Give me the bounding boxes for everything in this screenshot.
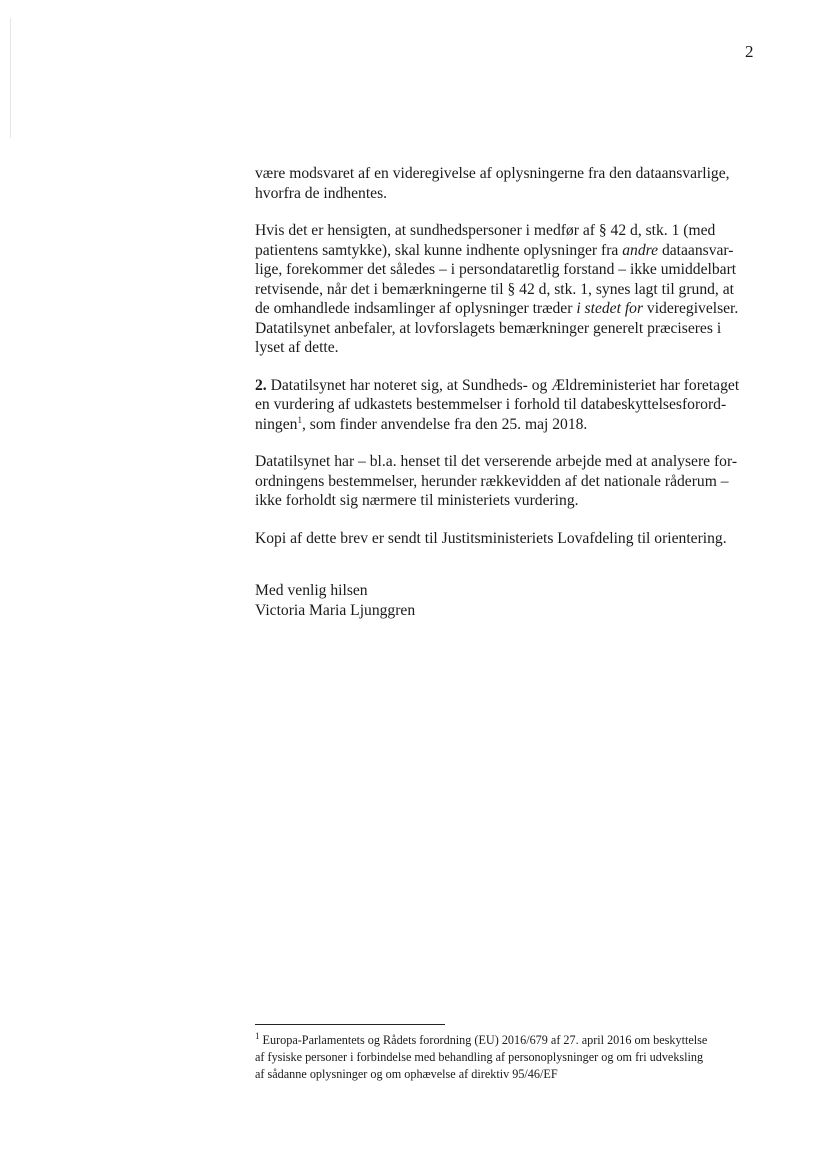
text-line: hvorfra de indhentes. [255,184,388,202]
text-line: ordningens bestemmelser, herunder rækkevidden af det nationale råderum – [255,472,729,490]
footnote-divider [255,1024,445,1025]
text-line: ikke forholdt sig nærmere til ministeriets vurdering. [255,492,579,509]
scan-edge-mark [10,18,11,138]
text-span: dataansvar- [658,241,734,259]
text-line: lige, forekommer det således – i persondataretlig forstand – ikke umiddelbart [255,261,737,278]
text-line [255,1032,755,1049]
paragraph-5 [255,529,755,549]
paragraph-3 [255,376,755,435]
emphasis-text: andre [622,241,659,259]
paragraph-1 [255,164,755,203]
text-line: af sådanne oplysninger og om ophævelse af direktiv 95/46/EF [255,1067,558,1081]
text-line [255,241,755,261]
text-line: lyset af dette. [255,339,339,356]
text-line: retvisende, når det i bemærkningerne til § 42 d, stk. 1, synes lagt til grund, at [255,280,734,298]
greeting: Med venlig hilsen [255,582,368,599]
text-line [255,299,755,319]
text-line: være modsvaret af en videregivelse af oplysningerne fra den dataansvarlige, [255,165,730,182]
text-line: Datatilsynet har – bl.a. henset til det verserende arbejde med at analysere for- [255,453,738,470]
paragraph-2 [255,221,755,358]
text-span: Europa-Parlamentets og Rådets forordning (EU) 2016/679 af 27. april 2016 om beskyttelse [259,1033,708,1047]
text-line: Kopi af dette brev er sendt til Justitsministeriets Lovafdeling til orientering. [255,529,727,547]
paragraph-4 [255,452,755,511]
text-line: en vurdering af udkastets bestemmelser i forhold til databeskyttelsesforord- [255,396,727,413]
text-span: de omhandlede indsamlinger af oplysninger træder [255,300,577,317]
text-line [255,415,755,435]
footnote-reference: 1 [297,414,302,425]
text-span: , som finder anvendelse fra den 25. maj 2018. [301,415,588,433]
signature-name: Victoria Maria Ljunggren [255,601,416,619]
section-number: 2. [255,376,267,394]
emphasis-text: i stedet for [576,300,644,317]
text-span: patientens samtykke), skal kunne indhente oplysninger fra [255,241,623,259]
letter-body [255,164,755,620]
footnote-marker: 1 [255,1030,260,1041]
text-span: Datatilsynet har noteret sig, at Sundheds- og Ældreministeriet har foretaget [266,376,740,394]
text-span: ningen [255,415,298,433]
text-line: Datatilsynet anbefaler, at lovforslagets bemærkninger generelt præciseres i [255,319,722,337]
page-number: 2 [745,42,754,61]
closing-block [255,581,755,620]
text-line: Hvis det er hensigten, at sundhedspersoner i medfør af § 42 d, stk. 1 (med [255,222,716,239]
text-span: videregivelser. [643,300,739,317]
text-line [255,376,755,396]
footnote [255,1032,755,1083]
text-line: af fysiske personer i forbindelse med behandling af personoplysninger og om fri udveksling [255,1050,704,1064]
